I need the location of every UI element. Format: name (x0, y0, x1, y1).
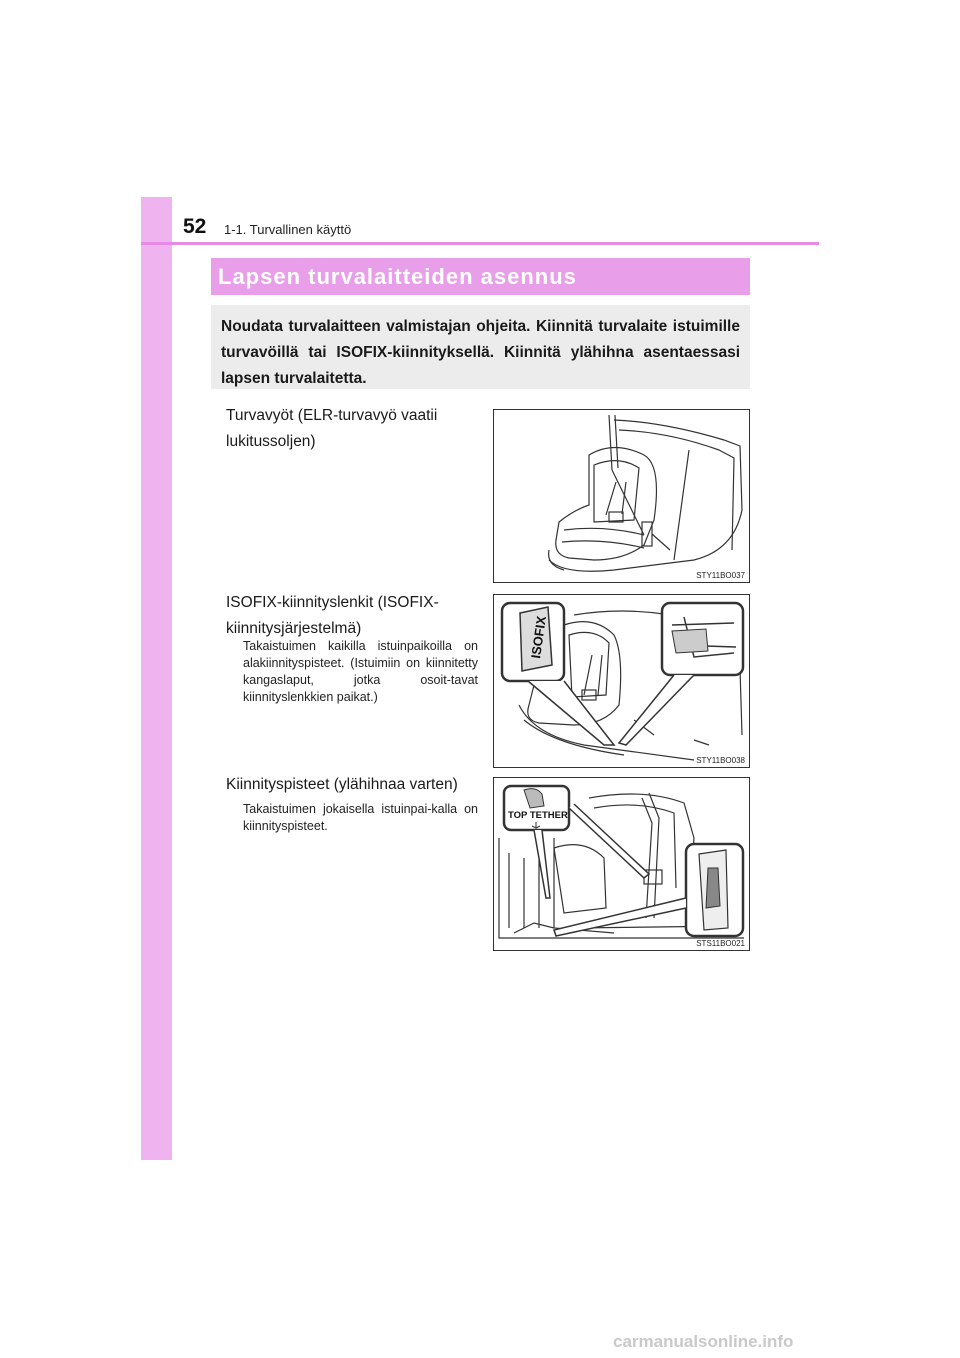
figure-top-tether-anchors (493, 777, 750, 951)
section-label: 1-1. Turvallinen käyttö (224, 222, 352, 237)
figure-code: STY11BO038 (696, 756, 745, 765)
top-tether-illustration (494, 778, 749, 950)
isofix-illustration (494, 595, 749, 767)
seatbelt-illustration (494, 410, 749, 582)
item-title-top-tether: Kiinnityspisteet (ylähihnaa varten) (226, 776, 458, 793)
figure-seatbelt-child-seat (493, 409, 750, 583)
item-body-isofix: Takaistuimen kaikilla istuinpaikoilla on alakiinnityspisteet. (Istuimiin on kiinnitetty kangaslaput, jotka osoit-tavat kiinnityslenkkien paikat.) (243, 639, 478, 704)
top-tether-tag-label: TOP TETHER (508, 810, 568, 821)
item-title-seatbelts: Turvavyöt (ELR-turvavyö vaatii lukitussoljen) (226, 407, 438, 450)
intro-box: Noudata turvalaitteen valmistajan ohjeita. Kiinnitä turvalaite istuimille turvavöillä tai ISOFIX-kiinnityksellä. Kiinnitä ylähihna asentaessasi lapsen turvalaitetta. (211, 305, 750, 389)
page-number: 52 (183, 215, 207, 238)
chapter-side-tab (141, 197, 172, 1160)
figure-code: STY11BO037 (696, 571, 745, 580)
item-title-isofix: ISOFIX-kiinnityslenkit (ISOFIX-kiinnitysjärjestelmä) (226, 594, 439, 637)
figure-isofix-anchors (493, 594, 750, 768)
item-body-top-tether: Takaistuimen jokaisella istuinpai-kalla on kiinnityspisteet. (243, 802, 478, 833)
isofix-tag-label: ISOFIX (528, 615, 549, 660)
figure-code: STS11BO021 (696, 939, 745, 948)
watermark: carmanualsonline.info (613, 1332, 794, 1351)
header-rule (141, 242, 819, 245)
section-title: Lapsen turvalaitteiden asennus (211, 258, 750, 295)
